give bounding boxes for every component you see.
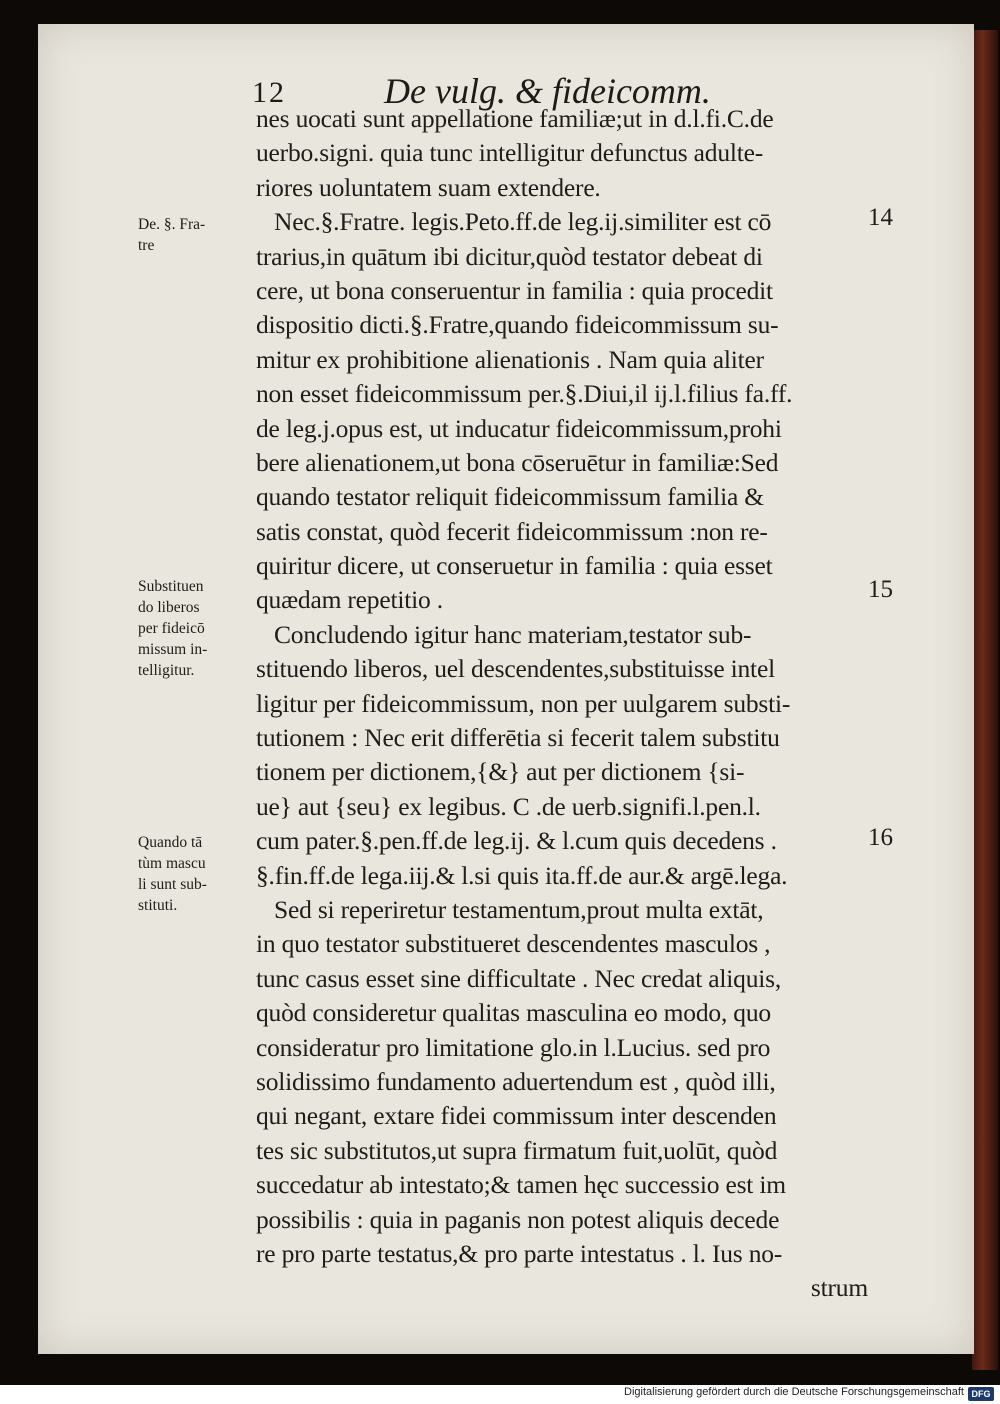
text-line: tunc casus esset sine difficultate . Nec credat aliquis, xyxy=(256,963,782,993)
marginal-note-line: telligitur. xyxy=(138,662,195,679)
marginal-note xyxy=(138,214,253,256)
text-line: stituendo liberos, uel descendentes,substituisse intel xyxy=(256,654,775,684)
text-line: succedatur ab intestato;& tamen hęc successio est im xyxy=(256,1170,786,1200)
marginal-note-line: Substituen xyxy=(138,578,204,595)
footer-bar xyxy=(0,1385,1000,1404)
marginal-note xyxy=(138,576,253,681)
marginal-note xyxy=(138,832,253,916)
text-line: ue} aut {seu} ex legibus. C .de uerb.signifi.l.pen.l. xyxy=(256,791,761,821)
text-line: dispositio dicti.§.Fratre,quando fideicommissum su- xyxy=(256,310,779,340)
text-line: consideratur pro limitatione glo.in l.Lucius. sed pro xyxy=(256,1032,771,1062)
marginal-note-line: li sunt sub- xyxy=(138,876,207,893)
text-line: tionem per dictionem,{&} aut per dictionem {si- xyxy=(256,757,745,787)
text-line: cum pater.§.pen.ff.de leg.ij. & l.cum quis decedens . xyxy=(256,826,777,856)
section-number: 14 xyxy=(868,204,893,231)
running-title: De vulg. & fideicomm. xyxy=(384,71,711,111)
main-text-block xyxy=(256,102,896,1306)
text-line: quiritur dicere, ut conseruetur in familia : quia esset xyxy=(256,551,773,581)
text-line: nes uocati sunt appellatione familiæ;ut in d.l.fi.C.de xyxy=(256,104,774,133)
text-line: bere alienationem,ut bona cōseruētur in familiæ:Sed xyxy=(256,447,779,477)
section-number: 16 xyxy=(868,824,893,851)
text-line: re pro parte testatus,& pro parte intestatus . l. Ius no- xyxy=(256,1238,783,1268)
marginal-note-line: tre xyxy=(138,237,155,254)
text-line: solidissimo fundamento aduertendum est , quòd illi, xyxy=(256,1066,776,1096)
text-line: Nec.§.Fratre. legis.Peto.ff.de leg.ij.similiter est cō xyxy=(274,207,772,237)
text-line: Sed si reperiretur testamentum,prout multa extāt, xyxy=(274,894,764,924)
marginal-note-line: Quando tā xyxy=(138,834,203,851)
text-line: satis constat, quòd fecerit fideicommissum :non re- xyxy=(256,516,768,546)
text-line: riores uoluntatem suam extendere. xyxy=(256,172,601,202)
text-line: quædam repetitio . xyxy=(256,585,443,615)
text-line: de leg.j.opus est, ut inducatur fideicommissum,prohi xyxy=(256,413,782,443)
text-line: trarius,in quātum ibi dicitur,quòd testator debeat di xyxy=(256,241,763,271)
folio-number: 12 xyxy=(252,76,286,109)
book-binding-edge xyxy=(972,30,998,1370)
text-line: non esset fideicommissum per.§.Diui,il ij.l.filius fa.ff. xyxy=(256,379,793,409)
text-line: in quo testator substitueret descendentes masculos , xyxy=(256,929,771,959)
marginal-note-line: do liberos xyxy=(138,599,200,616)
section-number: 15 xyxy=(868,576,893,603)
text-line: uerbo.signi. quia tunc intelligitur defunctus adulte- xyxy=(256,138,764,168)
marginal-note-line: stituti. xyxy=(138,897,178,914)
text-line: mitur ex prohibitione alienationis . Nam quia aliter xyxy=(256,344,764,374)
text-line: possibilis : quia in paganis non potest aliquis decede xyxy=(256,1204,780,1234)
text-line: cere, ut bona conseruentur in familia : quia procedit xyxy=(256,275,773,305)
text-line: Concludendo igitur hanc materiam,testator sub- xyxy=(274,619,752,649)
text-line: qui negant, extare fidei commissum inter descenden xyxy=(256,1101,777,1131)
marginal-note-line: missum in- xyxy=(138,641,208,658)
marginal-note-line: De. §. Fra- xyxy=(138,216,206,233)
text-line: §.fin.ff.de lega.iij.& l.si quis ita.ff.de aur.& argē.lega. xyxy=(256,860,788,890)
book-page xyxy=(38,24,974,1354)
text-line: tes sic substitutos,ut supra firmatum fuit,uolūt, quòd xyxy=(256,1135,778,1165)
text-line: ligitur per fideicommissum, non per uulgarem substi- xyxy=(256,688,791,718)
text-line: quòd consideretur qualitas masculina eo modo, quo xyxy=(256,998,771,1028)
funding-credit: Digitalisierung gefördert durch die Deutsche Forschungsgemeinschaft xyxy=(624,1386,964,1398)
text-line: quando testator reliquit fideicommissum familia & xyxy=(256,482,764,512)
marginal-note-line: per fideicō xyxy=(138,620,205,637)
catchword: strum xyxy=(810,1273,868,1303)
dfg-logo-icon: DFG xyxy=(968,1387,994,1401)
text-line: tutionem : Nec erit differētia si fecerit talem substitu xyxy=(256,723,780,753)
marginal-note-line: tùm mascu xyxy=(138,855,206,872)
